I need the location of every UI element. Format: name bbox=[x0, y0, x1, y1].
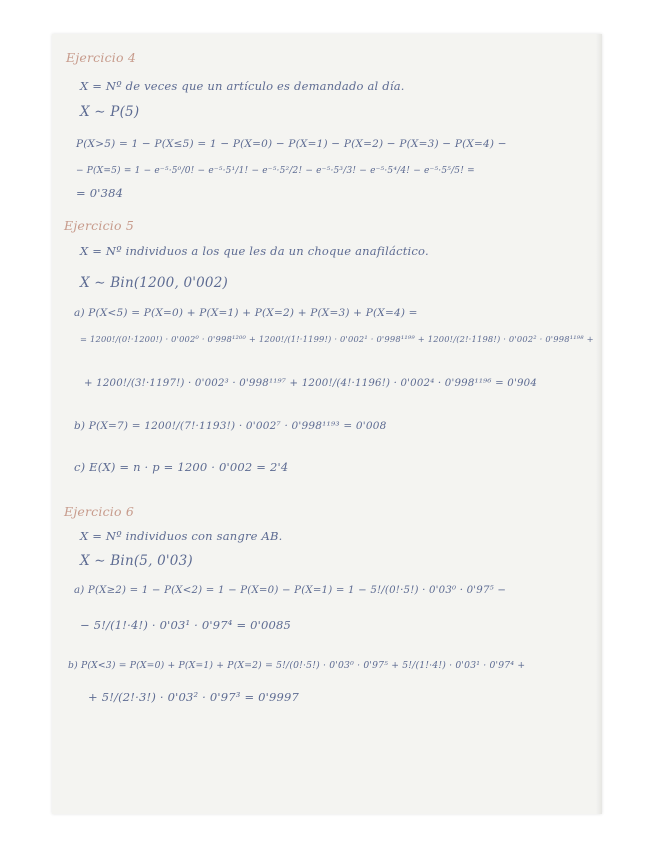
exercise-5-part-a-line-2: = 1200!/(0!·1200!) · 0'002⁰ · 0'998¹²⁰⁰ + 1200!/(1!·1199!) · 0'002¹ · 0'998¹¹⁹⁹ + 1200!/(2!·1198!) · 0'002² · 0'998¹¹⁹⁸ + bbox=[80, 334, 594, 344]
exercise-5-part-a-line-3: + 1200!/(3!·1197!) · 0'002³ · 0'998¹¹⁹⁷ + 1200!/(4!·1196!) · 0'002⁴ · 0'998¹¹⁹⁶ = 0'904 bbox=[84, 378, 538, 389]
exercise-6-part-a-line-2: − 5!/(1!·4!) · 0'03¹ · 0'97⁴ = 0'0085 bbox=[80, 618, 292, 632]
exercise-5-part-a-line-1: a) P(X<5) = P(X=0) + P(X=1) + P(X=2) + P(X=3) + P(X=4) = bbox=[74, 307, 418, 319]
exercise-5-variable-definition: X = Nº individuos a los que les da un choque anafiláctico. bbox=[80, 244, 429, 258]
exercise-5-title: Ejercicio 5 bbox=[64, 218, 135, 233]
exercise-4-variable-definition: X = Nº de veces que un artículo es demandado al día. bbox=[80, 79, 405, 93]
exercise-6-part-a-line-1: a) P(X≥2) = 1 − P(X<2) = 1 − P(X=0) − P(X=1) = 1 − 5!/(0!·5!) · 0'03⁰ · 0'97⁵ − bbox=[74, 585, 507, 596]
exercise-4-distribution: X ∼ P(5) bbox=[80, 104, 140, 120]
exercise-4-title: Ejercicio 4 bbox=[66, 50, 137, 65]
exercise-5-part-c: c) E(X) = n · p = 1200 · 0'002 = 2'4 bbox=[74, 460, 289, 474]
exercise-4-probability-line-2: − P(X=5) = 1 − e⁻⁵·5⁰/0! − e⁻⁵·5¹/1! − e⁻⁵·5²/2! − e⁻⁵·5³/3! − e⁻⁵·5⁴/4! − e⁻⁵·5⁵/5! = bbox=[76, 166, 475, 176]
page-edge-shadow bbox=[596, 34, 602, 814]
exercise-4-probability-line-1: P(X>5) = 1 − P(X≤5) = 1 − P(X=0) − P(X=1) − P(X=2) − P(X=3) − P(X=4) − bbox=[76, 138, 507, 150]
exercise-6-part-b-line-2: + 5!/(2!·3!) · 0'03² · 0'97³ = 0'9997 bbox=[88, 690, 300, 704]
exercise-6-title: Ejercicio 6 bbox=[64, 504, 135, 519]
exercise-5-part-b: b) P(X=7) = 1200!/(7!·1193!) · 0'002⁷ · 0'998¹¹⁹³ = 0'008 bbox=[74, 420, 387, 432]
exercise-6-variable-definition: X = Nº individuos con sangre AB. bbox=[80, 529, 283, 543]
exercise-6-distribution: X ∼ Bin(5, 0'03) bbox=[80, 553, 193, 569]
exercise-6-part-b-line-1: b) P(X<3) = P(X=0) + P(X=1) + P(X=2) = 5!/(0!·5!) · 0'03⁰ · 0'97⁵ + 5!/(1!·4!) · 0'03¹ · 0'97⁴ + bbox=[68, 660, 526, 671]
exercise-4-result: = 0'384 bbox=[76, 186, 124, 200]
exercise-5-distribution: X ∼ Bin(1200, 0'002) bbox=[80, 275, 228, 291]
